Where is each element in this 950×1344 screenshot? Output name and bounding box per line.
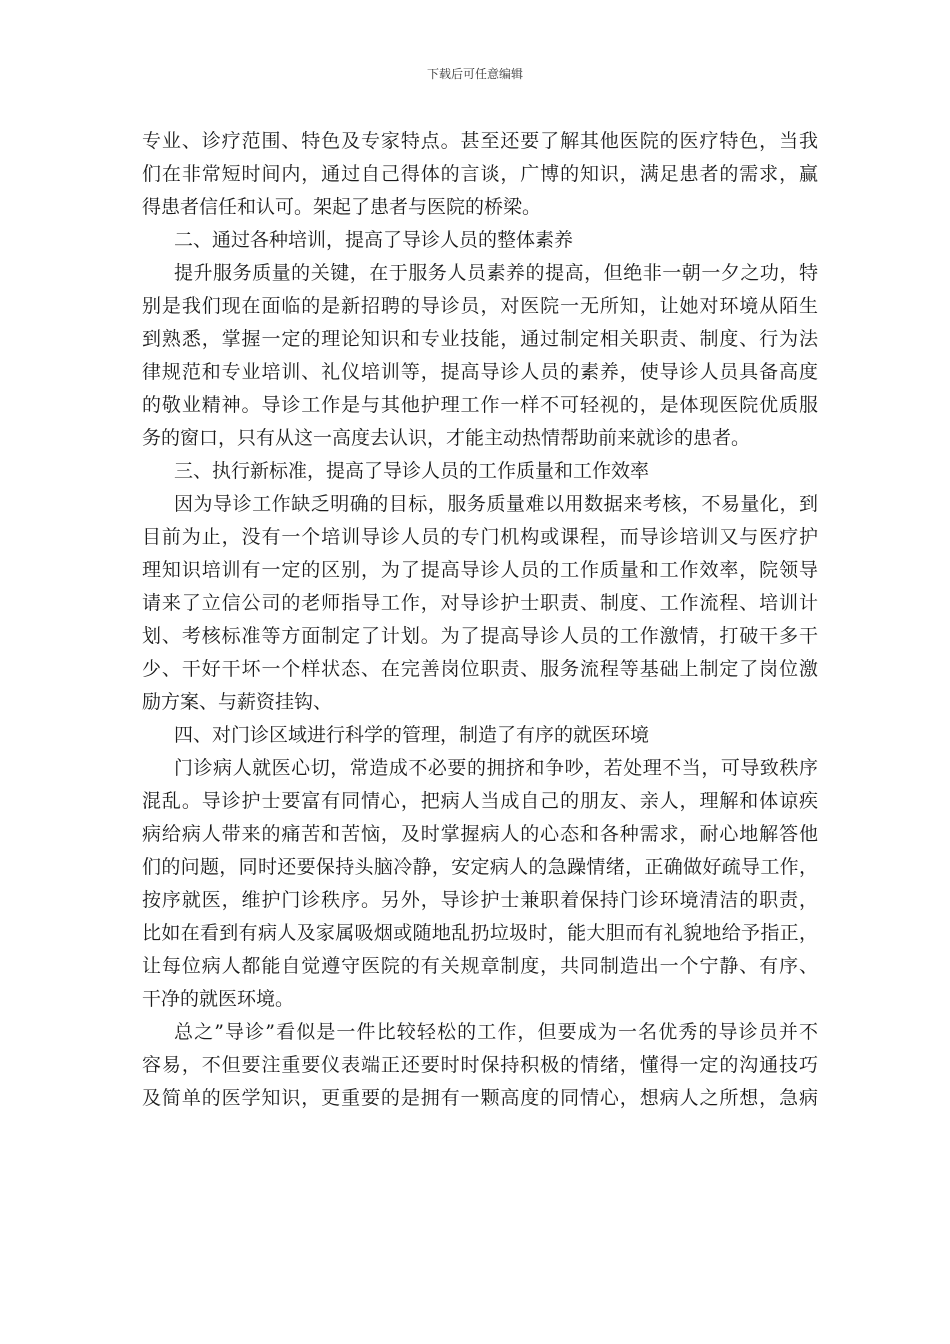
text-line: 门诊病人就医心切，常造成不必要的拥挤和争吵，若处理不当，可导致秩序 xyxy=(174,757,818,779)
text-line: 理知识培训有一定的区别，为了提高导诊人员的工作质量和工作效率，院领导 xyxy=(142,559,818,581)
page-header-note: 下载后可任意编辑 xyxy=(426,67,523,81)
text-line: 别是我们现在面临的是新招聘的导诊员，对医院一无所知，让她对环境从陌生 xyxy=(142,295,818,317)
text-line: 目前为止，没有一个培训导诊人员的专门机构或课程，而导诊培训又与医疗护 xyxy=(142,526,818,548)
section-heading: 三、执行新标准，提高了导诊人员的工作质量和工作效率 xyxy=(174,460,650,482)
text-line: 划、考核标准等方面制定了计划。为了提高导诊人员的工作激情，打破干多干 xyxy=(142,625,818,647)
section-heading: 二、通过各种培训，提高了导诊人员的整体素养 xyxy=(174,229,574,251)
text-line: 励方案、与薪资挂钩、 xyxy=(142,691,333,713)
text-line: 的敬业精神。导诊工作是与其他护理工作一样不可轻视的，是体现医院优质服 xyxy=(142,394,818,416)
text-line: 因为导诊工作缺乏明确的目标，服务质量难以用数据来考核，不易量化，到 xyxy=(174,493,818,515)
text-line: 律规范和专业培训、礼仪培训等，提高导诊人员的素养，使导诊人员具备高度 xyxy=(142,361,818,383)
text-line: 务的窗口，只有从这一高度去认识，才能主动热情帮助前来就诊的患者。 xyxy=(142,427,751,449)
text-line: 按序就医，维护门诊秩序。另外，导诊护士兼职着保持门诊环境清洁的职责， xyxy=(142,889,818,911)
text-line: 请来了立信公司的老师指导工作，对导诊护士职责、制度、工作流程、培训计 xyxy=(142,592,818,614)
text-line: 及简单的医学知识，更重要的是拥有一颗高度的同情心，想病人之所想，急病 xyxy=(142,1087,818,1109)
text-line: 病给病人带来的痛苦和苦恼，及时掌握病人的心态和各种需求，耐心地解答他 xyxy=(142,823,818,845)
text-line: 专业、诊疗范围、特色及专家特点。甚至还要了解其他医院的医疗特色，当我 xyxy=(142,130,818,152)
text-line: 们在非常短时间内，通过自己得体的言谈，广博的知识，满足患者的需求，赢 xyxy=(142,163,818,185)
text-line: 得患者信任和认可。架起了患者与医院的桥梁。 xyxy=(142,196,542,218)
text-line: 少、干好干坏一个样状态、在完善岗位职责、服务流程等基础上制定了岗位激 xyxy=(142,658,818,680)
text-line: 们的问题，同时还要保持头脑冷静，安定病人的急躁情绪，正确做好疏导工作， xyxy=(142,856,818,878)
text-line: 提升服务质量的关键，在于服务人员素养的提高，但绝非一朝一夕之功，特 xyxy=(174,262,818,284)
text-line: 到熟悉，掌握一定的理论知识和专业技能，通过制定相关职责、制度、行为法 xyxy=(142,328,818,350)
text-line: 混乱。导诊护士要富有同情心，把病人当成自己的朋友、亲人，理解和体谅疾 xyxy=(142,790,818,812)
section-heading: 四、对门诊区域进行科学的管理，制造了有序的就医环境 xyxy=(174,724,650,746)
text-line: 让每位病人都能自觉遵守医院的有关规章制度，共同制造出一个宁静、有序、 xyxy=(142,955,818,977)
text-line: 容易，不但要注重要仪表端正还要时时保持积极的情绪，懂得一定的沟通技巧 xyxy=(142,1054,818,1076)
text-line: 总之”导诊”看似是一件比较轻松的工作，但要成为一名优秀的导诊员并不 xyxy=(174,1021,818,1043)
text-line: 干净的就医环境。 xyxy=(142,988,295,1010)
document-body xyxy=(0,120,950,1340)
text-line: 比如在看到有病人及家属吸烟或随地乱扔垃圾时，能大胆而有礼貌地给予指正， xyxy=(142,922,818,944)
